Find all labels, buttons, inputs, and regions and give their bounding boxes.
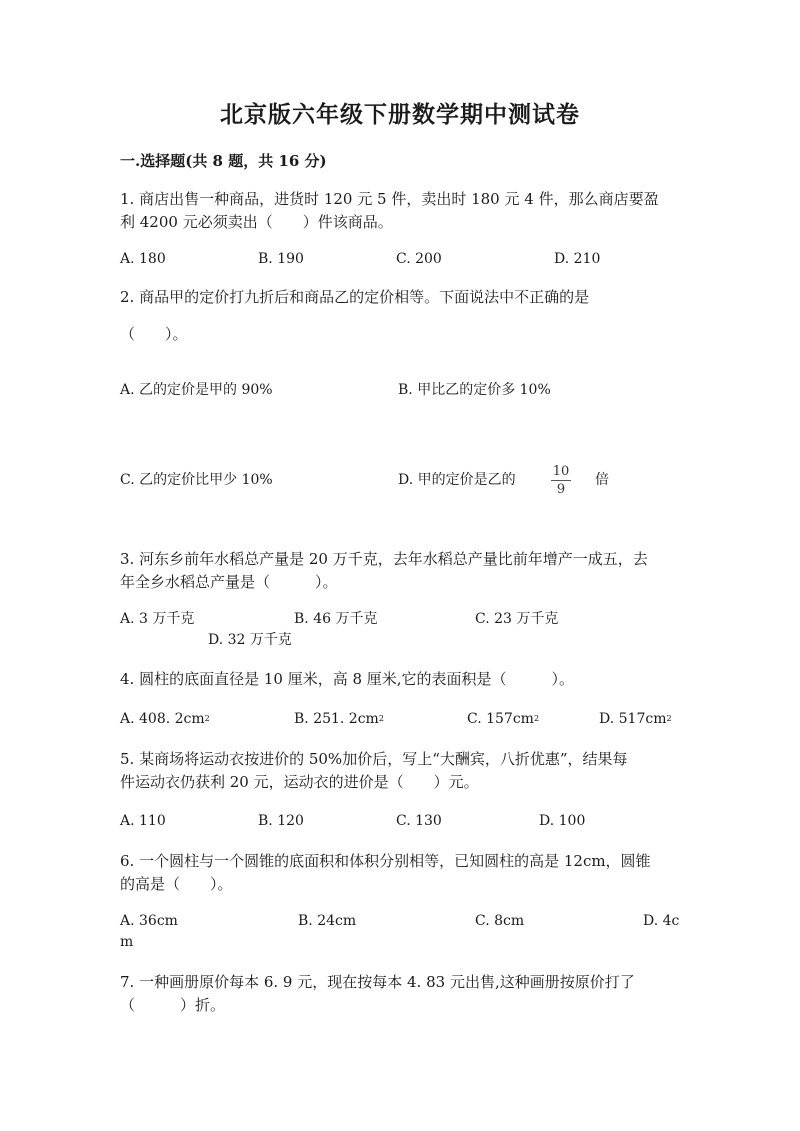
question-5-option-a: A. 110 — [120, 813, 166, 829]
question-3-line-2: 年全乡水稻总产量是（ ）。 — [120, 573, 338, 591]
question-4-line-1: 4. 圆柱的底面直径是 10 厘米，高 8 厘米,它的表面积是（ ）。 — [120, 670, 575, 688]
question-1-option-d: D. 210 — [554, 251, 601, 267]
question-3-line-1: 3. 河东乡前年水稻总产量是 20 万千克，去年水稻总产量比前年增产一成五，去 — [120, 550, 648, 568]
fraction-denominator: 9 — [556, 482, 566, 497]
question-6-option-a: A. 36cm — [120, 913, 178, 929]
option-text: D. 517cm — [599, 711, 667, 727]
squared-sup: 2 — [378, 714, 384, 723]
question-1-option-b: B. 190 — [258, 251, 304, 267]
option-text: C. 157cm — [467, 711, 534, 727]
question-1-line-1: 1. 商店出售一种商品，进货时 120 元 5 件，卖出时 180 元 4 件，那么商店要盈 — [120, 190, 659, 208]
question-5-line-1: 5. 某商场将运动衣按进价的 50%加价后，写上“大酬宾，八折优惠”，结果每 — [120, 750, 628, 768]
question-1-option-a: A. 180 — [120, 251, 166, 267]
squared-sup: 2 — [666, 714, 672, 723]
question-2-option-d-suffix: 倍 — [595, 472, 609, 488]
fraction-bar — [551, 480, 571, 481]
question-7-line-2: （ ）折。 — [120, 996, 226, 1014]
question-2-option-b: B. 甲比乙的定价多 10% — [398, 382, 551, 398]
section-heading: 一.选择题(共 8 题，共 16 分) — [120, 152, 327, 170]
page-title: 北京版六年级下册数学期中测试卷 — [220, 101, 580, 128]
squared-sup: 2 — [204, 714, 210, 723]
question-6-line-1: 6. 一个圆柱与一个圆锥的底面积和体积分别相等，已知圆柱的高是 12cm，圆锥 — [120, 852, 651, 870]
fraction-numerator: 10 — [552, 464, 570, 479]
question-2-line-2: （ ）。 — [120, 325, 188, 343]
question-3-option-d: D. 32 万千克 — [208, 632, 292, 648]
question-5-line-2: 件运动衣仍获利 20 元，运动衣的进价是（ ）元。 — [120, 773, 479, 791]
question-3-option-c: C. 23 万千克 — [475, 611, 559, 627]
fraction-ten-ninths — [551, 464, 571, 497]
option-text: A. 408. 2cm — [120, 711, 205, 727]
question-2-option-a: A. 乙的定价是甲的 90% — [120, 382, 273, 398]
question-3-option-a: A. 3 万千克 — [120, 611, 195, 627]
question-7-line-1: 7. 一种画册原价每本 6. 9 元，现在按每本 4. 83 元出售,这种画册按原价打了 — [120, 973, 635, 991]
question-1-line-2: 利 4200 元必须卖出（ ）件该商品。 — [120, 213, 393, 231]
question-4-option-d — [599, 709, 672, 729]
question-5-option-c: C. 130 — [396, 813, 442, 829]
question-2-option-d: D. 甲的定价是乙的 — [398, 472, 516, 488]
question-5-option-d: D. 100 — [539, 813, 586, 829]
question-4-option-c — [467, 709, 539, 729]
question-4-option-a — [120, 709, 210, 729]
question-6-option-b: B. 24cm — [298, 913, 357, 929]
option-text: B. 251. 2cm — [294, 711, 379, 727]
question-5-option-b: B. 120 — [258, 813, 304, 829]
question-2-option-c: C. 乙的定价比甲少 10% — [120, 472, 273, 488]
question-6-option-c: C. 8cm — [475, 913, 525, 929]
question-6-option-d: D. 4c — [643, 913, 680, 929]
question-2-line-1: 2. 商品甲的定价打九折后和商品乙的定价相等。下面说法中不正确的是 — [120, 288, 590, 306]
question-1-option-c: C. 200 — [396, 251, 442, 267]
squared-sup: 2 — [533, 714, 540, 723]
question-6-option-d-wrap: m — [120, 934, 134, 950]
question-3-option-b: B. 46 万千克 — [294, 611, 378, 627]
question-4-option-b — [294, 709, 384, 729]
question-6-line-2: 的高是（ ）。 — [120, 875, 233, 893]
